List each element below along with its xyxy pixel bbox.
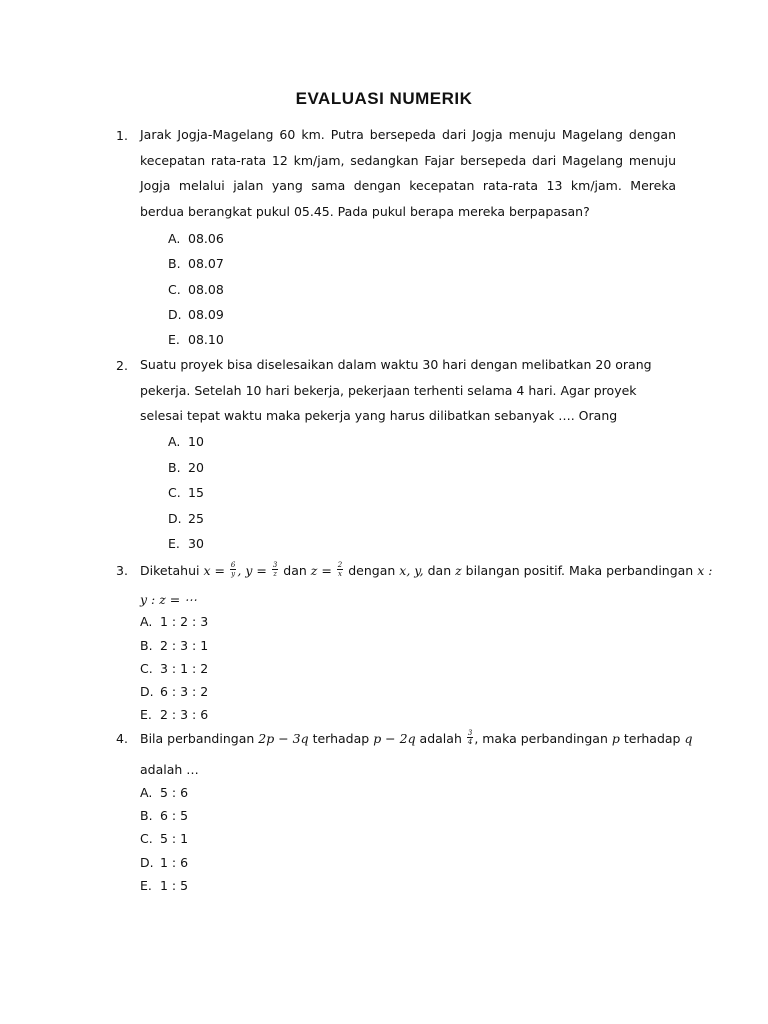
option-d: D. 08.09 <box>168 307 224 322</box>
option-e: E. 08.10 <box>168 332 224 347</box>
question-text: Suatu proyek bisa diselesaikan dalam waktu 30 hari dengan melibatkan 20 orang pekerja. Setelah 10 hari bekerja, pekerjaan terhenti selama 4 hari. Agar proyek selesai tepat waktu maka pekerja yang harus dilibatkan sebanyak …. Orang <box>140 357 652 424</box>
option-a: A. 10 <box>168 434 204 449</box>
option-d: D. 25 <box>168 511 204 526</box>
option-d: D. 6 : 3 : 2 <box>140 684 209 699</box>
option-c: C. 3 : 1 : 2 <box>140 661 209 676</box>
option-a: A. 1 : 2 : 3 <box>140 614 209 629</box>
option-a: A. 08.06 <box>168 231 224 246</box>
option-b: B. 6 : 5 <box>140 808 189 823</box>
option-d: D. 1 : 6 <box>140 855 189 870</box>
option-b: B. 20 <box>168 460 204 475</box>
question-text: Bila perbandingan 2p − 3q terhadap p − 2q adalah $\frac{3}{4}$ , maka perbandingan p terhadap q <box>140 729 693 746</box>
option-e: E. 2 : 3 : 6 <box>140 707 209 722</box>
question-text: Jarak Jogja-Magelang 60 km. Putra bersepeda dari Jogja menuju Magelang dengan kecepatan rata-rata 12 km/jam, sedangkan Fajar bersepeda dari Magelang menuju Jogja melalui jalan yang sama dengan kecepatan rata-rata 13 km/jam. Mereka berdua berangkat pukul 05.45. Pada pukul berapa mereka berpapasan? <box>140 127 676 220</box>
question-text-line-2: adalah … <box>140 762 199 777</box>
question-number: 1. <box>116 128 128 143</box>
option-e: E. 1 : 5 <box>140 878 189 893</box>
question-text: Diketahui x = $\frac{6}{y}$ , y = $\frac{3}{z}$ dan z = $\frac{2}{x}$ dengan x, y, dan z bilangan positif. Maka perbandingan x : <box>140 561 713 578</box>
option-c: C. 5 : 1 <box>140 831 189 846</box>
page-title: EVALUASI NUMERIK <box>295 89 473 108</box>
option-a: A. 5 : 6 <box>140 785 189 800</box>
question-text-line-2: y : z = ⋯ <box>140 592 197 607</box>
question-number: 3. <box>116 563 128 578</box>
question-number: 2. <box>116 358 128 373</box>
option-e: E. 30 <box>168 536 204 551</box>
option-c: C. 15 <box>168 485 204 500</box>
question-number: 4. <box>116 731 128 746</box>
option-b: B. 08.07 <box>168 256 224 271</box>
option-b: B. 2 : 3 : 1 <box>140 638 209 653</box>
option-c: C. 08.08 <box>168 282 224 297</box>
